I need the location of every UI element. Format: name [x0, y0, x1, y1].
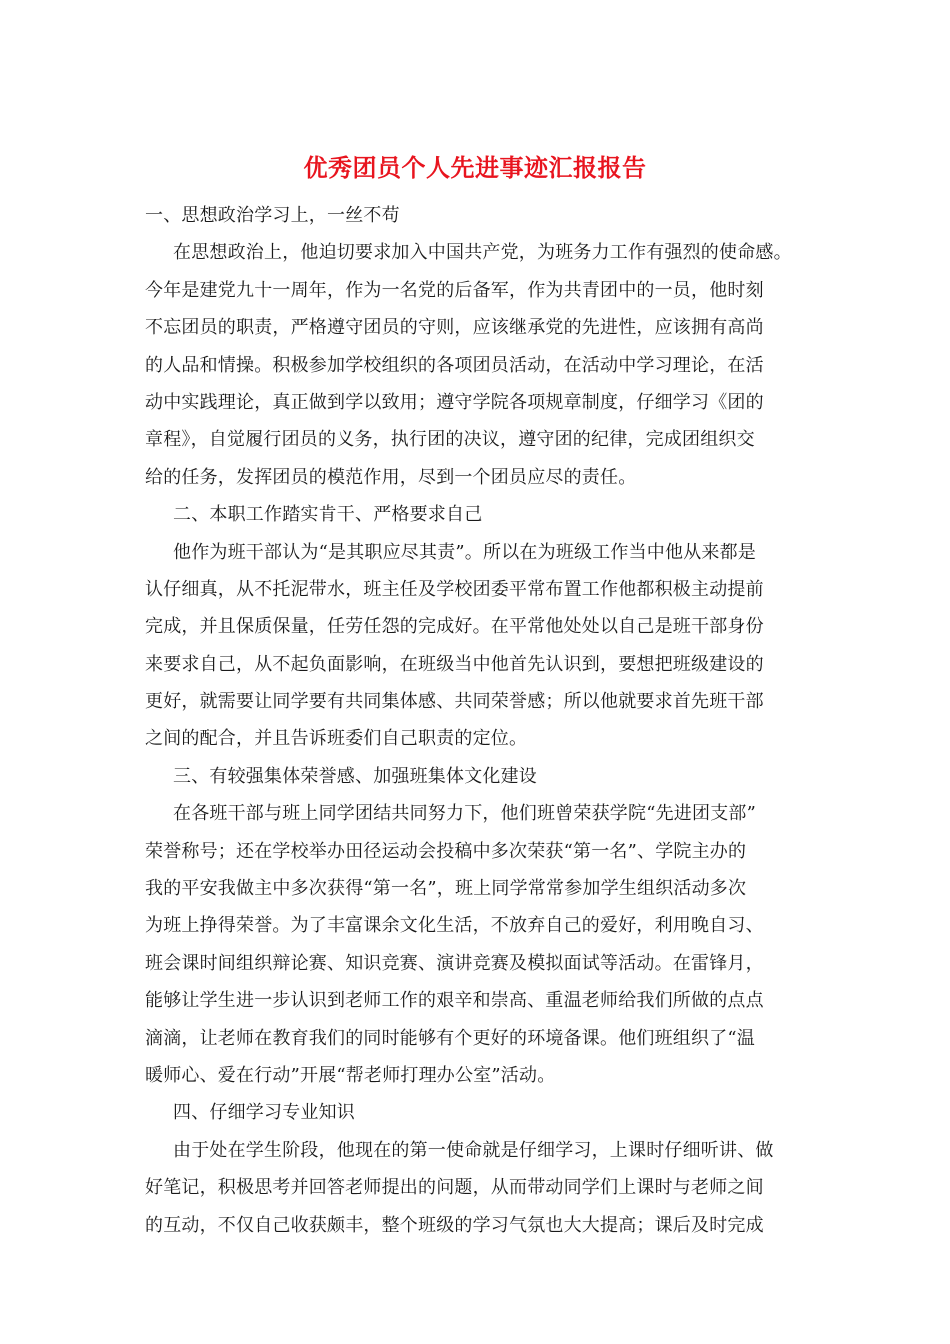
text-line: 给的任务，发挥团员的模范作用，尽到一个团员应尽的责任。: [145, 466, 637, 488]
text-line: 荣誉称号；还在学校举办田径运动会投稿中多次荣获“第一名”、学院主办的: [145, 840, 747, 862]
text-line: 认仔细真，从不托泥带水，班主任及学校团委平常布置工作他都积极主动提前: [145, 578, 764, 600]
text-line: 好笔记，积极思考并回答老师提出的问题，从而带动同学们上课时与老师之间: [145, 1177, 764, 1199]
text-line: 暖师心、爱在行动”开展“帮老师打理办公室”活动。: [145, 1064, 556, 1086]
text-line: 之间的配合，并且告诉班委们自己职责的定位。: [145, 728, 528, 750]
text-line: 今年是建党九十一周年，作为一名党的后备军，作为共青团中的一员，他时刻: [145, 279, 764, 301]
document-title: 优秀团员个人先进事迹汇报报告: [303, 154, 647, 182]
text-line: 在思想政治上，他迫切要求加入中国共产党，为班务力工作有强烈的使命感。: [173, 242, 792, 264]
text-line: 二、本职工作踏实肯干、严格要求自己: [173, 504, 483, 526]
text-line: 来要求自己，从不起负面影响，在班级当中他首先认识到，要想把班级建设的: [145, 653, 764, 675]
text-line: 的互动，不仅自己收获颇丰，整个班级的学习气氛也大大提高；课后及时完成: [145, 1214, 764, 1236]
text-line: 不忘团员的职责，严格遵守团员的守则，应该继承党的先进性，应该拥有高尚: [145, 317, 764, 339]
text-line: 更好，就需要让同学要有共同集体感、共同荣誉感；所以他就要求首先班干部: [145, 691, 764, 713]
text-line: 由于处在学生阶段，他现在的第一使命就是仔细学习，上课时仔细听讲、做: [173, 1139, 774, 1161]
text-line: 为班上挣得荣誉。为了丰富课余文化生活，不放弃自己的爱好，利用晚自习、: [145, 915, 764, 937]
text-line: 完成，并且保质保量，任劳任怨的完成好。在平常他处处以自己是班干部身份: [145, 616, 764, 638]
text-line: 一、思想政治学习上，一丝不苟: [145, 205, 400, 226]
text-line: 滴滴，让老师在教育我们的同时能够有个更好的环境备课。他们班组织了“温: [145, 1027, 755, 1049]
text-line: 我的平安我做主中多次获得“第一名”，班上同学常常参加学生组织活动多次: [145, 878, 747, 900]
text-line: 三、有较强集体荣誉感、加强班集体文化建设: [173, 765, 537, 787]
text-line: 章程》，自觉履行团员的义务，执行团的决议，遵守团的纪律，完成团组织交: [145, 429, 755, 451]
document-body: [145, 197, 810, 1244]
text-line: 他作为班干部认为“是其职应尽其责”。所以在为班级工作当中他从来都是: [173, 541, 757, 563]
text-line: 动中实践理论，真正做到学以致用；遵守学院各项规章制度，仔细学习《团的: [145, 391, 764, 413]
text-line: 能够让学生进一步认识到老师工作的艰辛和崇高、重温老师给我们所做的点点: [145, 990, 764, 1012]
text-line: 四、仔细学习专业知识: [173, 1102, 355, 1124]
text-line: 的人品和情操。积极参加学校组织的各项团员活动，在活动中学习理论，在活: [145, 354, 764, 376]
text-line: 班会课时间组织辩论赛、知识竞赛、演讲竞赛及模拟面试等活动。在雷锋月，: [145, 952, 764, 974]
text-line: 在各班干部与班上同学团结共同努力下，他们班曾荣获学院“先进团支部”: [173, 803, 757, 825]
